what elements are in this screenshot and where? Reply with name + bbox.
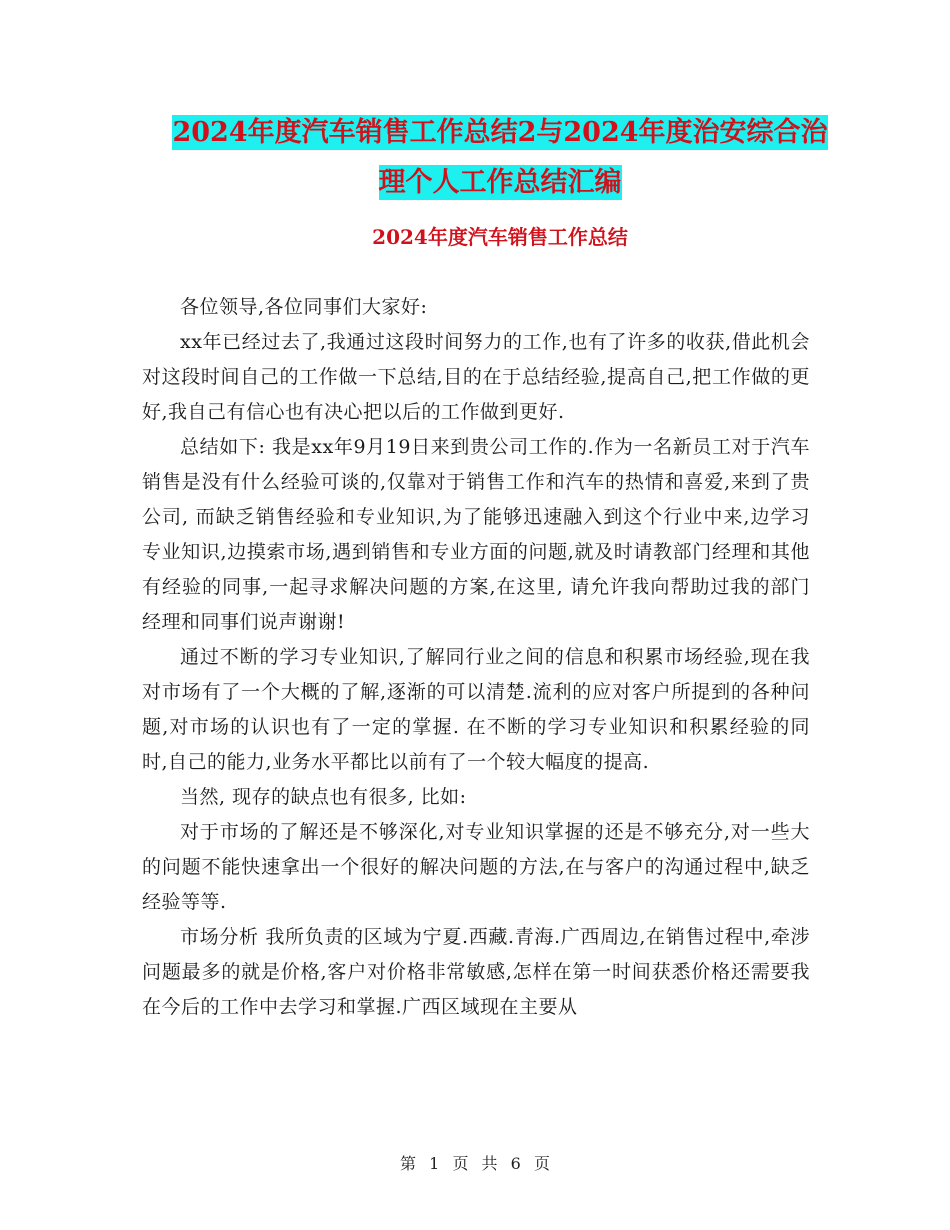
document-body bbox=[142, 290, 810, 1025]
footer-label-ye2: 页 bbox=[533, 1154, 550, 1173]
title-line-2: 理个人工作总结汇编 bbox=[378, 167, 622, 198]
paragraph: 市场分析 我所负责的区域为宁夏.西藏.青海.广西周边,在销售过程中,牵涉问题最多的就是价格,客户对价格非常敏感,怎样在第一时间获悉价格还需要我在今后的工作中去学习和掌握.广西区域现在主要从 bbox=[142, 926, 810, 1018]
paragraph: 对于市场的了解还是不够深化,对专业知识掌握的还是不够充分,对一些大的问题不能快速拿出一个很好的解决问题的方法,在与客户的沟通过程中,缺乏经验等等. bbox=[142, 821, 810, 913]
total-pages: 6 bbox=[510, 1154, 521, 1173]
footer-label-total: 共 bbox=[481, 1154, 498, 1173]
paragraph: xx年已经过去了,我通过这段时间努力的工作,也有了许多的收获,借此机会对这段时间自己的工作做一下总结,目的在于总结经验,提高自己,把工作做的更好,我自己有信心也有决心把以后的工作做到更好. bbox=[142, 331, 810, 423]
footer-label-ye: 页 bbox=[452, 1154, 469, 1173]
page-number: 1 bbox=[429, 1154, 440, 1173]
paragraph: 总结如下: 我是xx年9月19日来到贵公司工作的.作为一名新员工对于汽车销售是没有什么经验可谈的,仅靠对于销售工作和汽车的热情和喜爱,来到了贵公司, 而缺乏销售经验和专业知识,为了能够迅速融入到这个行业中来,边学习专业知识,边摸索市场,遇到销售和专业方面的问题,就及时请教部门经理和其他有经验的同事,一起寻求解决问题的方案,在这里, 请允许我向帮助过我的部门经理和同事们说声谢谢! bbox=[142, 436, 810, 633]
title-line-1: 2024年度汽车销售工作总结2与2024年度治安综合治 bbox=[172, 117, 828, 148]
paragraph-greeting: 各位领导,各位同事们大家好: bbox=[180, 296, 428, 318]
section-title: 2024年度汽车销售工作总结 bbox=[372, 225, 628, 249]
page-footer bbox=[0, 1152, 950, 1176]
document-title bbox=[140, 108, 860, 208]
footer-label-page: 第 bbox=[400, 1154, 417, 1173]
paragraph: 通过不断的学习专业知识,了解同行业之间的信息和积累市场经验,现在我对市场有了一个大概的了解,逐渐的可以清楚.流利的应对客户所提到的各种问题,对市场的认识也有了一定的掌握. 在不断的学习专业知识和积累经验的同时,自己的能力,业务水平都比以前有了一个较大幅度的提高. bbox=[142, 646, 810, 773]
paragraph: 当然, 现存的缺点也有很多, 比如: bbox=[180, 786, 467, 808]
